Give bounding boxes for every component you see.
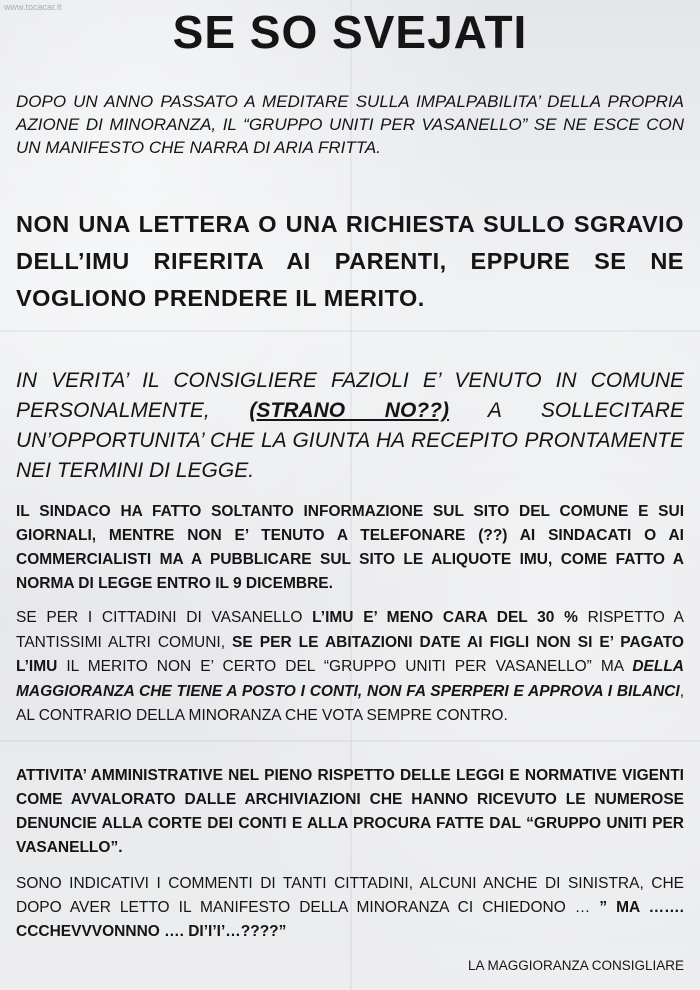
fazioli-text-b: A SOLLECITARE UN’OPPORTUNITA’ CHE LA GIUNTA HA RECEPITO PRONTAMENTE NEI TERMINI DI LEGGE. [16,399,684,482]
imu-text-a: SE PER I CITTADINI DI VASANELLO [16,609,313,626]
cittadini-text: SONO INDICATIVI I COMMENTI DI TANTI CITTADINI, ALCUNI ANCHE DI SINISTRA, CHE DOPO AVER LETTO IL MANIFESTO DELLA MINORANZA CI CHIEDONO … [16,875,684,916]
watermark: www.tocacar.it [4,2,62,12]
imu-text-b: L’IMU E’ MENO CARA DEL 30 % [312,609,578,626]
imu-paragraph [16,606,684,729]
headline-paragraph: NON UNA LETTERA O UNA RICHIESTA SULLO SGRAVIO DELL’IMU RIFERITA AI PARENTI, EPPURE SE NE VOGLIONO PRENDERE IL MERITO. [16,211,684,311]
strano-no-text: (STRANO NO??) [249,399,449,422]
cittadini-paragraph [16,872,684,944]
imu-text-d: SE PER LE ABITAZIONI DATE AI FIGLI NON SI E’ PAGATO L’IMU [16,633,684,675]
imu-text-g: , AL CONTRARIO DELLA MINORANZA CHE VOTA SEMPRE CONTRO. [16,682,684,724]
fazioli-paragraph [16,366,684,486]
imu-text-c: RISPETTO A TANTISSIMI ALTRI COMUNI, [16,609,684,651]
imu-text-e: IL MERITO NON E’ CERTO DEL “GRUPPO UNITI PER VASANELLO” MA [57,658,633,675]
poster-title: SE SO SVEJATI [172,6,528,58]
intro-paragraph: DOPO UN ANNO PASSATO A MEDITARE SULLA IMPALPABILITA’ DELLA PROPRIA AZIONE DI MINORANZA, IL “GRUPPO UNITI PER VASANELLO” SE NE ESCE CON UN MANIFESTO CHE NARRA DI ARIA FRITTA. [16,92,684,157]
attivita-paragraph: ATTIVITA’ AMMINISTRATIVE NEL PIENO RISPETTO DELLE LEGGI E NORMATIVE VIGENTI COME AVVALORATO DALLE ARCHIVIAZIONI CHE HANNO RICEVUTO LE NUMEROSE DENUNCIE ALLA CORTE DEI CONTI E ALLA PROCURA FATTE DAL “GRUPPO UNITI PER VASANELLO”. [16,767,684,856]
ma-cchevvvonnno-text: ” MA ……. CCCHEVVVONNNO …. DI’I’I’…????” [16,899,684,940]
sindaco-paragraph: IL SINDACO HA FATTO SOLTANTO INFORMAZIONE SUL SITO DEL COMUNE E SUI GIORNALI, MENTRE NON E’ TENUTO A TELEFONARE (??) AI SINDACATI O AI COMMERCIALISTI MA A PUBBLICARE SUL SITO LE ALIQUOTE IMU, COME FATTO A NORMA DI LEGGE ENTRO IL 9 DICEMBRE. [16,503,684,592]
fazioli-text-a: IN VERITA’ IL CONSIGLIERE FAZIOLI E’ VENUTO IN COMUNE PERSONALMENTE, [16,369,684,422]
signature: LA MAGGIORANZA CONSIGLIARE [467,958,684,973]
imu-text-f: DELLA MAGGIORANZA CHE TIENE A POSTO I CONTI, NON FA SPERPERI E APPROVA I BILANCI [16,658,684,700]
